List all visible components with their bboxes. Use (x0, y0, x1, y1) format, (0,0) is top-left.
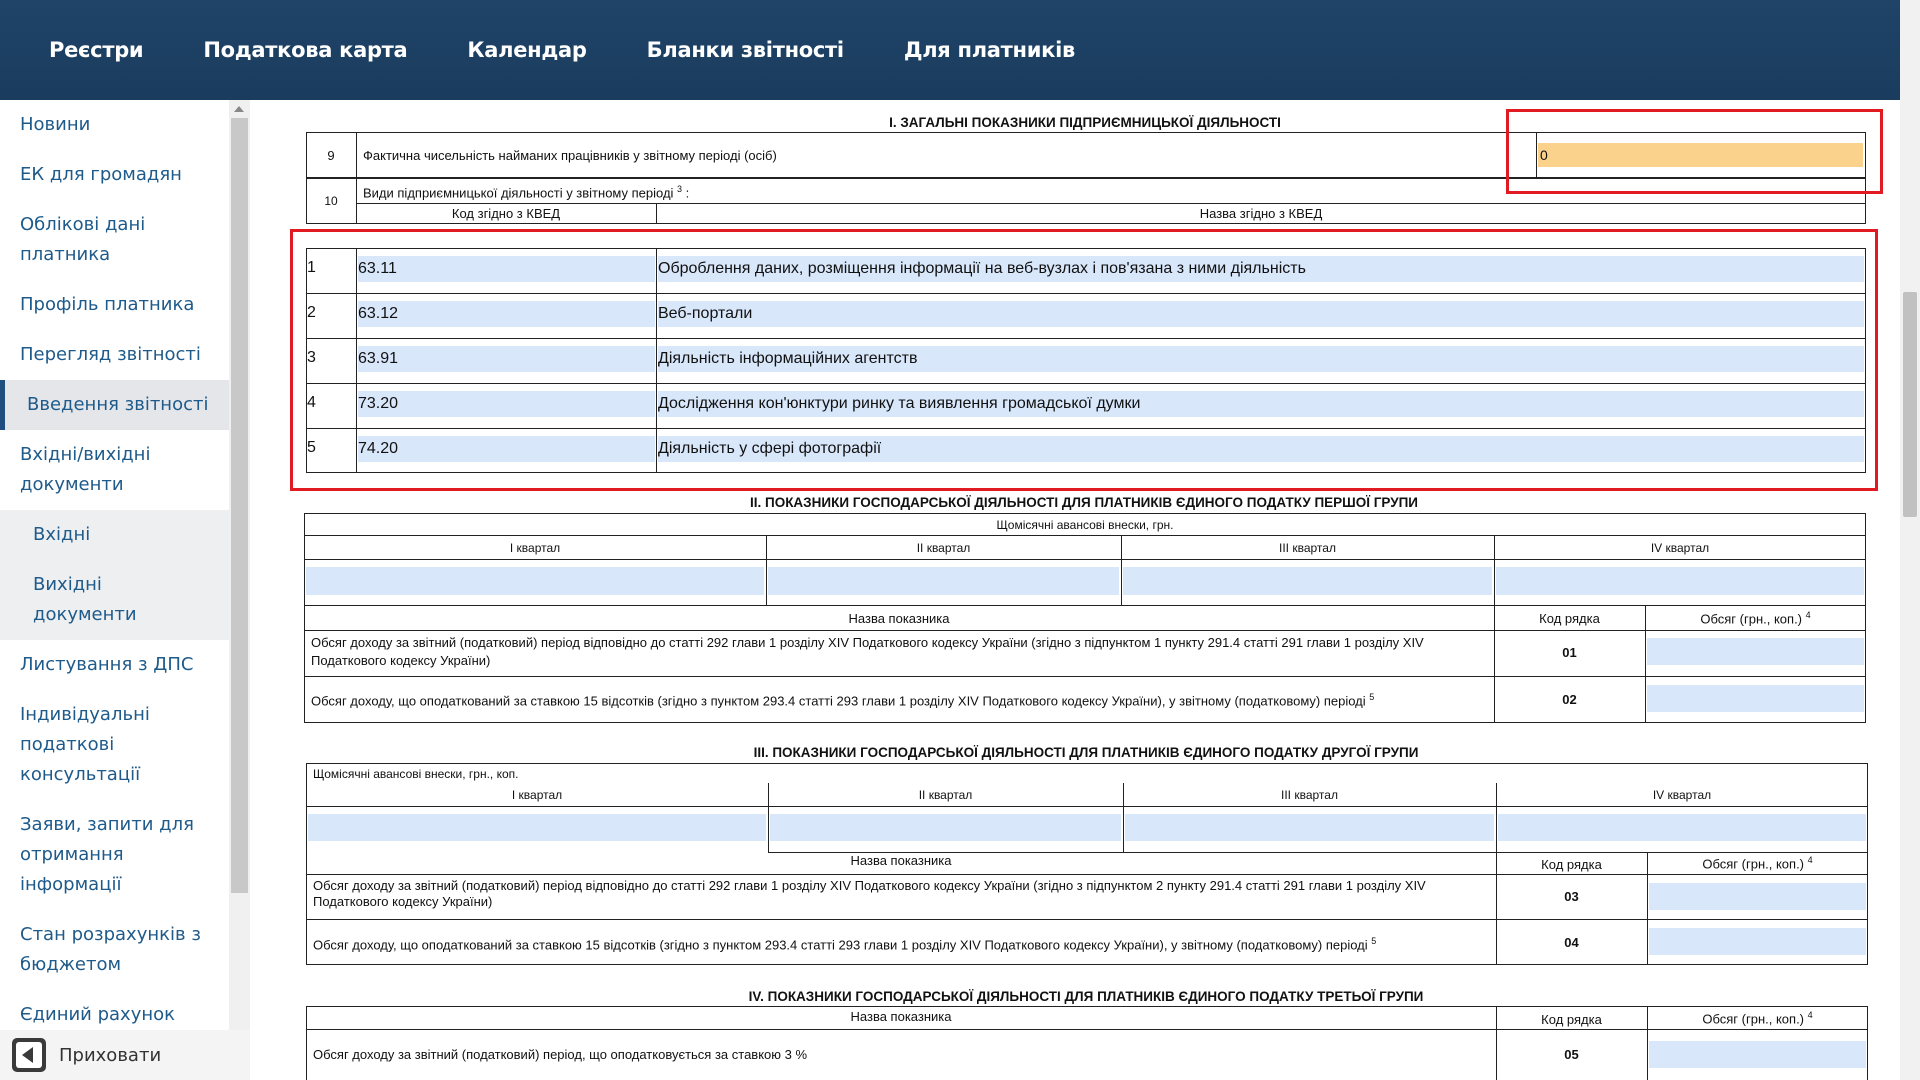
s2-quarter-2-input[interactable] (768, 567, 1119, 595)
kved-name-input[interactable] (658, 346, 1864, 372)
kved-code-input[interactable] (358, 346, 655, 372)
s3-code-header: Код рядка (1541, 857, 1602, 872)
section-3-title: III. ПОКАЗНИКИ ГОСПОДАРСЬКОЇ ДІЯЛЬНОСТІ ДЛЯ ПЛАТНИКІВ ЄДИНОГО ПОДАТКУ ДРУГОЇ ГРУПИ (753, 745, 1419, 760)
s3-quarter-4-label: IV квартал (1652, 788, 1712, 802)
collapse-left-icon (12, 1038, 46, 1072)
kved-name-input[interactable] (658, 256, 1864, 282)
sidebar-item-outgoing[interactable]: Вихідні документи (0, 560, 229, 640)
top-navigation (0, 0, 1900, 100)
sidebar-item-payer-profile[interactable]: Профіль платника (20, 294, 195, 315)
sidebar-item-ek-citizens[interactable]: ЕК для громадян (20, 164, 182, 185)
hide-sidebar-button[interactable] (0, 1030, 250, 1080)
s2-row-01-code: 01 (1562, 645, 1577, 660)
s2-name-header: Назва показника (848, 611, 950, 626)
kved-code-value: 73.20 (358, 395, 399, 412)
kved-code-input[interactable] (358, 436, 655, 462)
hide-sidebar-label: Приховати (59, 1044, 162, 1066)
sidebar-item-account-data[interactable]: Облікові дані платника (20, 214, 146, 265)
kved-row-number: 5 (307, 439, 316, 456)
sidebar-menu (0, 100, 229, 1030)
sidebar-item-budget-settlements[interactable]: Стан розрахунків з бюджетом (20, 924, 201, 975)
s3-row-03-code: 03 (1564, 889, 1579, 904)
s4-row-05-label: Обсяг доходу за звітний (податковий) період, що оподатковується за ставкою 3 % (313, 1047, 808, 1062)
sidebar-item-enter-reports[interactable]: Введення звітності (0, 380, 229, 430)
kved-name-value: Дослідження кон'юнктури ринку та виявлення громадської думки (658, 395, 1141, 412)
s3-quarter-2-input[interactable] (770, 814, 1121, 841)
sidebar-item-requests[interactable]: Заяви, запити для отримання інформації (20, 814, 194, 895)
s4-name-header: Назва показника (850, 1009, 952, 1024)
row-10-label: Види підприємницької діяльності у звітному періоді $^3$ : (363, 184, 690, 201)
s2-row-02-label: Обсяг доходу, що оподаткований за ставкою 15 відсотків (згідно з пунктом 293.4 статті 293 глави 1 розділу XIV Податкового кодексу України), у звітному (податковому) періоді $^5$ (311, 692, 1375, 709)
s3-row-04-code: 04 (1564, 935, 1579, 950)
s3-row-04-volume-input[interactable] (1649, 928, 1866, 955)
s2-quarter-4-input[interactable] (1496, 567, 1864, 595)
s2-row-02-code: 02 (1562, 692, 1577, 707)
sidebar-item-consultations[interactable]: Індивідуальні податкові консультації (20, 704, 150, 785)
s2-quarter-4-label: IV квартал (1650, 541, 1710, 555)
kved-name-value: Діяльність інформаційних агентств (658, 350, 918, 367)
s2-quarter-2-label: ІІ квартал (916, 541, 971, 555)
nav-item-report-forms[interactable]: Бланки звітності (646, 38, 844, 62)
kved-name-input[interactable] (658, 301, 1864, 327)
s3-row-03-label: Обсяг доходу за звітний (податковий) період відповідно до статті 292 глави 1 розділу XIV Податкового кодексу України (згідно з підпунктом 2 пункту 291.4 статті 291 глави 1 розділу XIV Податкового кодексу України) (313, 878, 1426, 909)
sidebar-scrollbar-thumb[interactable] (231, 118, 248, 893)
section-3-monthly-label: Щомісячні авансові внески, грн., коп. (313, 767, 519, 781)
kved-name-value: Діяльність у сфері фотографії (658, 440, 882, 457)
s4-row-05-code: 05 (1564, 1047, 1579, 1062)
s4-volume-header: Обсяг (грн., коп.) $^4$ (1702, 1010, 1813, 1027)
s2-code-header: Код рядка (1539, 611, 1600, 626)
s3-quarter-3-label: ІІІ квартал (1281, 788, 1338, 802)
page-scrollbar[interactable] (1900, 0, 1920, 1080)
kved-code-input[interactable] (358, 256, 655, 282)
kved-code-value: 63.11 (358, 260, 397, 277)
s4-code-header: Код рядка (1541, 1012, 1602, 1027)
kved-code-value: 63.12 (358, 305, 399, 322)
kved-code-input[interactable] (358, 301, 655, 327)
kved-name-value: Оброблення даних, розміщення інформації на веб-вузлах і пов'язана з ними діяльність (658, 260, 1306, 277)
kved-code-value: 74.20 (358, 440, 399, 457)
s3-row-03-volume-input[interactable] (1649, 883, 1866, 910)
s2-row-01-volume-input[interactable] (1647, 638, 1864, 665)
s3-name-header: Назва показника (850, 853, 952, 868)
row-9-number: 9 (327, 148, 335, 163)
section-1-title: I. ЗАГАЛЬНІ ПОКАЗНИКИ ПІДПРИЄМНИЦЬКОЇ ДІЯЛЬНОСТІ (889, 115, 1281, 130)
report-form (250, 100, 1900, 1080)
s3-row-04-label: Обсяг доходу, що оподаткований за ставкою 15 відсотків (згідно з пунктом 293.4 статті 293 глави 1 розділу XIV Податкового кодексу України), у звітному (податковому) періоді $^5$ (313, 936, 1377, 953)
kved-code-input[interactable] (358, 391, 655, 417)
s3-quarter-3-input[interactable] (1125, 814, 1494, 841)
sidebar-item-correspondence[interactable]: Листування з ДПС (20, 654, 194, 675)
sidebar (0, 100, 250, 1080)
section-4-title: IV. ПОКАЗНИКИ ГОСПОДАРСЬКОЇ ДІЯЛЬНОСТІ ДЛЯ ПЛАТНИКІВ ЄДИНОГО ПОДАТКУ ТРЕТЬОЇ ГРУПИ (748, 989, 1424, 1004)
section-2-monthly-label: Щомісячні авансові внески, грн. (996, 518, 1174, 532)
sidebar-item-view-reports[interactable]: Перегляд звітності (20, 344, 201, 365)
page-scrollbar-thumb[interactable] (1903, 292, 1917, 517)
kved-row-number: 1 (307, 259, 316, 276)
sidebar-scrollbar[interactable] (229, 100, 250, 1030)
s3-quarter-1-label: І квартал (511, 788, 563, 802)
kved-row-number: 2 (307, 304, 316, 321)
s2-quarter-3-input[interactable] (1123, 567, 1492, 595)
kved-row-number: 3 (307, 349, 316, 366)
row-10-number: 10 (324, 194, 338, 208)
kved-code-header: Код згідно з КВЕД (451, 206, 561, 221)
sidebar-item-incoming[interactable]: Вхідні (0, 510, 229, 560)
scroll-up-icon[interactable] (234, 106, 244, 112)
nav-item-tax-map[interactable]: Податкова карта (203, 38, 408, 62)
s3-quarter-2-label: ІІ квартал (918, 788, 973, 802)
s4-row-05-volume-input[interactable] (1649, 1041, 1866, 1068)
employees-count-value: 0 (1540, 147, 1548, 163)
kved-name-value: Веб-портали (658, 305, 753, 322)
section-2-title: II. ПОКАЗНИКИ ГОСПОДАРСЬКОЇ ДІЯЛЬНОСТІ ДЛЯ ПЛАТНИКІВ ЄДИНОГО ПОДАТКУ ПЕРШОЇ ГРУПИ (749, 495, 1419, 510)
sidebar-item-single-account[interactable]: Єдиний рахунок (20, 1004, 176, 1025)
sidebar-item-documents[interactable]: Вхідні/вихідні документи (20, 444, 151, 495)
s2-row-02-volume-input[interactable] (1647, 685, 1864, 712)
s3-quarter-4-input[interactable] (1498, 814, 1866, 841)
row-9-label: Фактична чисельність найманих працівників у звітному періоді (осіб) (363, 148, 777, 163)
s2-volume-header: Обсяг (грн., коп.) $^4$ (1700, 610, 1811, 627)
nav-item-for-payers[interactable]: Для платників (903, 38, 1076, 62)
kved-name-header: Назва згідно з КВЕД (1199, 206, 1323, 221)
s3-quarter-1-input[interactable] (308, 814, 766, 841)
s2-quarter-1-label: І квартал (509, 541, 561, 555)
kved-row-number: 4 (307, 394, 316, 411)
s2-quarter-3-label: ІІІ квартал (1279, 541, 1336, 555)
nav-item-calendar[interactable]: Календар (467, 38, 587, 62)
s2-quarter-1-input[interactable] (306, 567, 764, 595)
nav-item-registers[interactable]: Реєстри (49, 38, 144, 62)
sidebar-item-news[interactable]: Новини (20, 114, 91, 135)
s3-volume-header: Обсяг (грн., коп.) $^4$ (1702, 855, 1813, 872)
kved-name-input[interactable] (658, 436, 1864, 462)
kved-name-input[interactable] (658, 391, 1864, 417)
employees-count-input[interactable] (1538, 143, 1863, 167)
s2-row-01-label: Обсяг доходу за звітний (податковий) період відповідно до статті 292 глави 1 розділу XIV Податкового кодексу України (згідно з підпунктом 1 пункту 291.4 статті 291 глави 1 розділу XIV Податкового кодексу України) (311, 635, 1424, 668)
kved-code-value: 63.91 (358, 350, 399, 367)
